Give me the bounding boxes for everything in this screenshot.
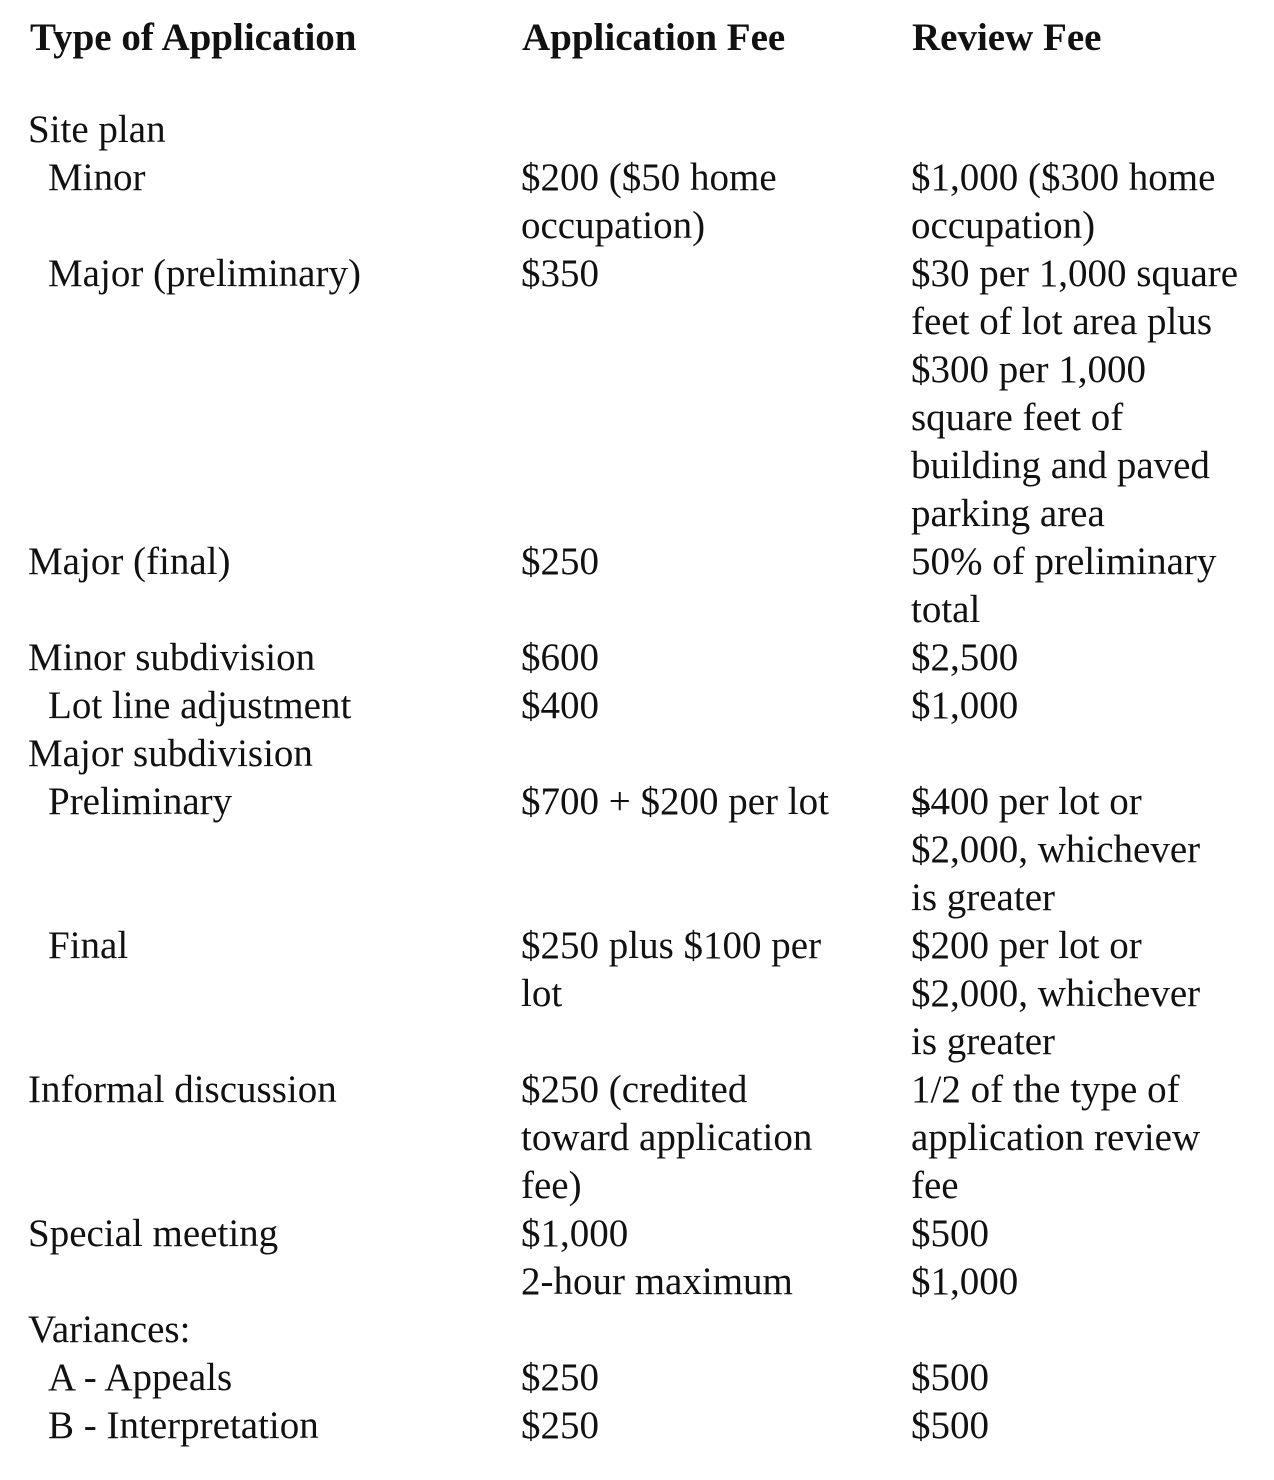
row-review-fee: $1,000 bbox=[911, 1260, 1019, 1303]
table-row bbox=[0, 1306, 1274, 1354]
row-type: Final bbox=[48, 924, 129, 967]
row-review-fee: $200 per lot or $2,000, whichever is greater bbox=[911, 924, 1201, 1063]
table-row bbox=[0, 730, 1274, 778]
row-type: Lot line adjustment bbox=[48, 684, 352, 727]
row-type: Special meeting bbox=[28, 1212, 279, 1255]
row-review-fee: $1,000 ($300 home occupation) bbox=[911, 156, 1216, 247]
header-type-of-application: Type of Application bbox=[30, 16, 357, 59]
table-row bbox=[0, 634, 1274, 682]
table-row bbox=[0, 682, 1274, 730]
header-review-fee: Review Fee bbox=[912, 16, 1102, 59]
table-row bbox=[0, 778, 1274, 922]
table-row bbox=[0, 154, 1274, 250]
row-review-fee: $500 bbox=[911, 1212, 989, 1255]
table-row bbox=[0, 1210, 1274, 1258]
fee-table bbox=[0, 106, 1274, 1450]
fee-table-header bbox=[0, 14, 1274, 62]
row-application-fee: $400 bbox=[521, 684, 599, 727]
row-review-fee-text: $400 per lot or $2,000, whichever is greater bbox=[911, 780, 1201, 919]
row-review-fee: $500 bbox=[911, 1356, 989, 1399]
row-application-fee: $1,000 bbox=[521, 1212, 629, 1255]
row-application-fee: $250 bbox=[521, 1356, 599, 1399]
row-application-fee: $250 bbox=[521, 1404, 599, 1447]
header-application-fee: Application Fee bbox=[522, 16, 786, 59]
row-review-fee: 50% of preliminary total bbox=[911, 540, 1217, 631]
row-application-fee: $350 bbox=[521, 252, 599, 295]
row-review-fee: $2,500 bbox=[911, 636, 1019, 679]
row-application-fee: 2-hour maximum bbox=[521, 1260, 793, 1303]
table-row bbox=[0, 250, 1274, 538]
row-review-fee: $500 bbox=[911, 1404, 989, 1447]
row-application-fee: $250 plus $100 per lot bbox=[521, 924, 822, 1015]
row-type: B - Interpretation bbox=[48, 1404, 319, 1447]
row-type: Major subdivision bbox=[28, 732, 313, 775]
row-application-fee: $200 ($50 home occupation) bbox=[521, 156, 777, 247]
row-application-fee: $250 (credited toward application fee) bbox=[521, 1068, 813, 1207]
row-type: Minor bbox=[48, 156, 146, 199]
row-application-fee: $250 bbox=[521, 540, 599, 583]
row-type: Major (preliminary) bbox=[48, 252, 361, 295]
row-review-fee: $1,000 bbox=[911, 684, 1019, 727]
table-row bbox=[0, 922, 1274, 1066]
row-type: Informal discussion bbox=[28, 1068, 337, 1111]
row-review-fee bbox=[911, 778, 1231, 922]
table-row bbox=[0, 1402, 1274, 1450]
row-type: A - Appeals bbox=[48, 1356, 233, 1399]
row-type: Major (final) bbox=[28, 540, 231, 583]
table-row bbox=[0, 1354, 1274, 1402]
row-type: Variances: bbox=[28, 1308, 191, 1351]
table-row bbox=[0, 1258, 1274, 1306]
table-row bbox=[0, 538, 1274, 634]
row-review-fee: 1/2 of the type of application review fee bbox=[911, 1068, 1201, 1207]
row-type: Preliminary bbox=[48, 780, 233, 823]
table-row bbox=[0, 1066, 1274, 1210]
row-type: Site plan bbox=[28, 108, 166, 151]
row-application-fee: $700 + $200 per lot bbox=[521, 780, 829, 823]
row-review-fee: $30 per 1,000 square feet of lot area plus $300 per 1,000 square feet of building and paved parking area bbox=[911, 252, 1239, 535]
row-type: Minor subdivision bbox=[28, 636, 316, 679]
row-application-fee: $600 bbox=[521, 636, 599, 679]
table-row bbox=[0, 106, 1274, 154]
